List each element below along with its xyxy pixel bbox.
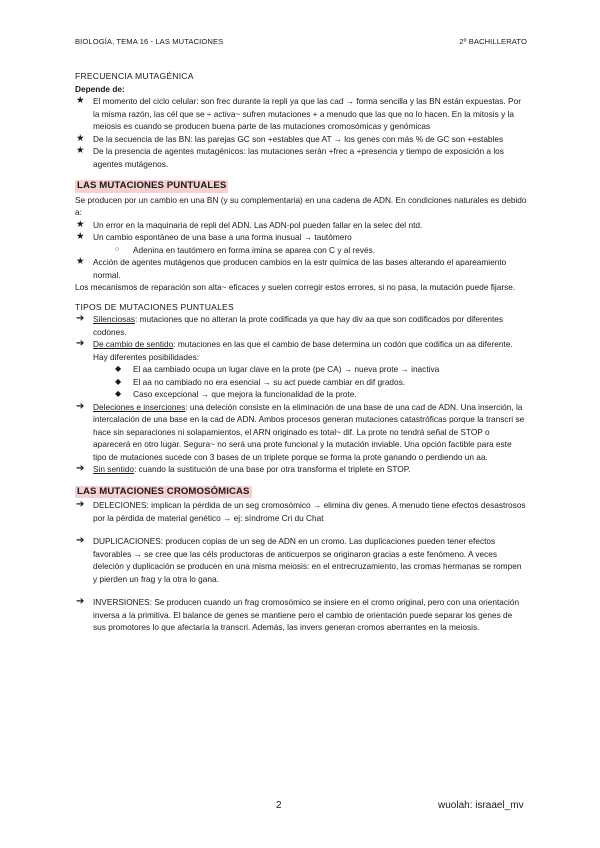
list-item: ➔ Deleciones e inserciones: una deleción consiste en la eliminación de una base de una cad de ADN. Una inserción, la intercalación de una base en la cad de ADN. Ambos procesos generan mutaciones catastróficas porque la transcri se hace sin separaciones ni solapamientos, el ARN originado es total~ dif. La prote no tendrá señal de STOP o aparecerá en otro lugar. Segura~ no será una prote funcional y la mutación inviable. Una opción factible para este tipo de mutaciones sucede con 3 bases de un triplete porque se forma la prote ganando o perdiendo un aa.: [76, 400, 525, 462]
list-item: ★ Un cambio espontáneo de una base a una forma inusual → tautómero ○ Adenina en tautómero en forma imina se aparea con C y al revés.: [75, 231, 527, 256]
star-bullet-icon: ★: [76, 132, 85, 144]
list-item: ★ El momento del ciclo celular: son frec durante la repli ya que las cad → forma sencilla y las BN están expuestas. Por la misma razón, las cél que se ÷ activa~ sufren mutaciones + a menudo que las que no lo hacen. En la mitosis y la meiosis es cuando se producen buena parte de las mutaciones cromosómicas y genómicas: [76, 95, 521, 131]
list-item: ➔ Sin sentido: cuando la sustitución de una base por otra transforma el triplete en STOP.: [76, 463, 411, 474]
cromosomicas-list: [75, 499, 527, 524]
right-arrow-icon: ➔: [76, 535, 85, 546]
puntuales-intro: Se producen por un cambio en una BN (y su complementaria) en una cadena de ADN. En condiciones naturales es debido a:: [75, 194, 527, 217]
star-bullet-icon: ★: [76, 145, 85, 156]
sub-list-item: ◆ Caso excepcional → que mejora la funcionalidad de la prote.: [115, 389, 357, 399]
right-arrow-icon: ➔: [76, 400, 85, 412]
list-item: ➔ DUPLICACIONES: producen copias de un seg de ADN en un cromo. Las duplicaciones pueden tener efectos favorables → se cree que las céls productoras de anticuerpos se originaron gracias a este fenómeno. A veces deleción y duplicación se producen en una misma meiosis: en el entrecruzamiento, las cromas hermanas se rompen y pierden un frag y la otra lo gana.: [76, 535, 522, 584]
tipos-heading: TIPOS DE MUTACIONES PUNTUALES: [75, 301, 234, 312]
sub-list-item: ○ Adenina en tautómero en forma imina se aparea con C y al revés.: [115, 244, 376, 255]
sub-list: [93, 244, 527, 257]
section-heading-cromosomicas: LAS MUTACIONES CROMOSÓMICAS: [77, 485, 250, 497]
diamond-bullet-icon: ◆: [115, 364, 122, 373]
frecuencia-heading: FRECUENCIA MUTAGÉNICA: [75, 71, 194, 81]
sub-list-item: ◆ El aa cambiado ocupa un lugar clave en la prote (pe CA) → nueva prote → inactiva: [115, 364, 440, 374]
header-subject: BIOLOGÍA, TEMA 16 - LAS MUTACIONES: [75, 37, 224, 46]
watermark-credit: wuolah: israael_mv: [438, 800, 524, 811]
term-sin-sentido: Sin sentido: [93, 464, 135, 474]
hollow-circle-icon: ○: [115, 245, 120, 253]
depends-label: Depende de:: [75, 83, 125, 94]
term-deleciones-inserciones: Deleciones e inserciones: [93, 401, 186, 412]
list-item: ★ Acción de agentes mutágenos que producen cambios en la estr química de las bases alterando el apareamiento normal.: [76, 256, 507, 280]
puntuales-outro: Los mecanismos de reparación son alta~ eficaces y suelen corregir estos errores, si no pasa, la mutación puede fijarse.: [75, 282, 516, 292]
star-bullet-icon: ★: [76, 256, 85, 267]
list-item: ★ Un error en la maquinaria de repli del ADN. Las ADN-pol pueden fallar en la selec del ntd.: [76, 218, 423, 230]
list-item: ★ De la presencia de agentes mutagénicos: las mutaciones serán +frec a +presencia y tiempo de exposición a los agentes mutágenos.: [76, 145, 504, 169]
tipos-list: [75, 313, 527, 476]
puntuales-list: [75, 219, 527, 282]
star-bullet-icon: ★: [76, 231, 85, 242]
list-item: ➔ DELECIONES: implican la pérdida de un seg cromosómico → elimina div genes. A menudo tiene efectos desastrosos por la pérdida de material genético → ej: síndrome Cri du Chat: [76, 499, 526, 523]
list-item: ➔ De cambio de sentido: mutaciones en las que el cambio de base determina un codón que codifica un aa diferente. Hay diferentes posibilidades: ◆ El aa cambiado ocupa un lugar clave en la prote (pe CA) → nueva prote → inactiva ◆ El aa no cambiado no era esencial → su act puede cambiar en dif grados. ◆ Caso excepcional → que mejora la funcionalidad de la prote.: [75, 338, 527, 401]
section-heading-puntuales: LAS MUTACIONES PUNTUALES: [77, 180, 227, 191]
right-arrow-icon: ➔: [76, 596, 85, 607]
list-item: ➔ INVERSIONES: Se producen cuando un frag cromosómico se insiere en el cromo original, pero con una orientación inversa a la primitiva. El balance de genes se mantiene pero el cambio de orientación puede separar los genes de sus promotores lo que afectaría la transcri. Además, las invers generan cromos aberrantes en la meiosis.: [76, 596, 520, 632]
page-number: 2: [276, 800, 282, 811]
sub-list: [93, 363, 527, 401]
star-bullet-icon: ★: [76, 95, 85, 106]
term-silenciosas: Silenciosas: [93, 314, 135, 324]
header-course: 2º BACHILLERATO: [459, 37, 527, 46]
right-arrow-icon: ➔: [76, 338, 85, 349]
diamond-bullet-icon: ◆: [115, 376, 122, 386]
sub-list-item: ◆ El aa no cambiado no era esencial → su act puede cambiar en dif grados.: [115, 376, 406, 387]
term-cambio-sentido: De cambio de sentido: [93, 339, 174, 349]
right-arrow-icon: ➔: [76, 463, 85, 474]
right-arrow-icon: ➔: [76, 499, 85, 510]
document-body: [75, 70, 527, 634]
right-arrow-icon: ➔: [76, 313, 85, 324]
star-bullet-icon: ★: [76, 218, 85, 230]
list-item: ★ De la secuencia de las BN: las parejas GC son +estables que AT → los genes con más % de GC son +estables: [76, 132, 504, 144]
list-item: ➔ Silenciosas: mutaciones que no alteran la prote codificada ya que hay div aa que son codificados por diferentes codones.: [76, 313, 504, 337]
frecuencia-list: [75, 95, 527, 170]
diamond-bullet-icon: ◆: [115, 389, 122, 398]
